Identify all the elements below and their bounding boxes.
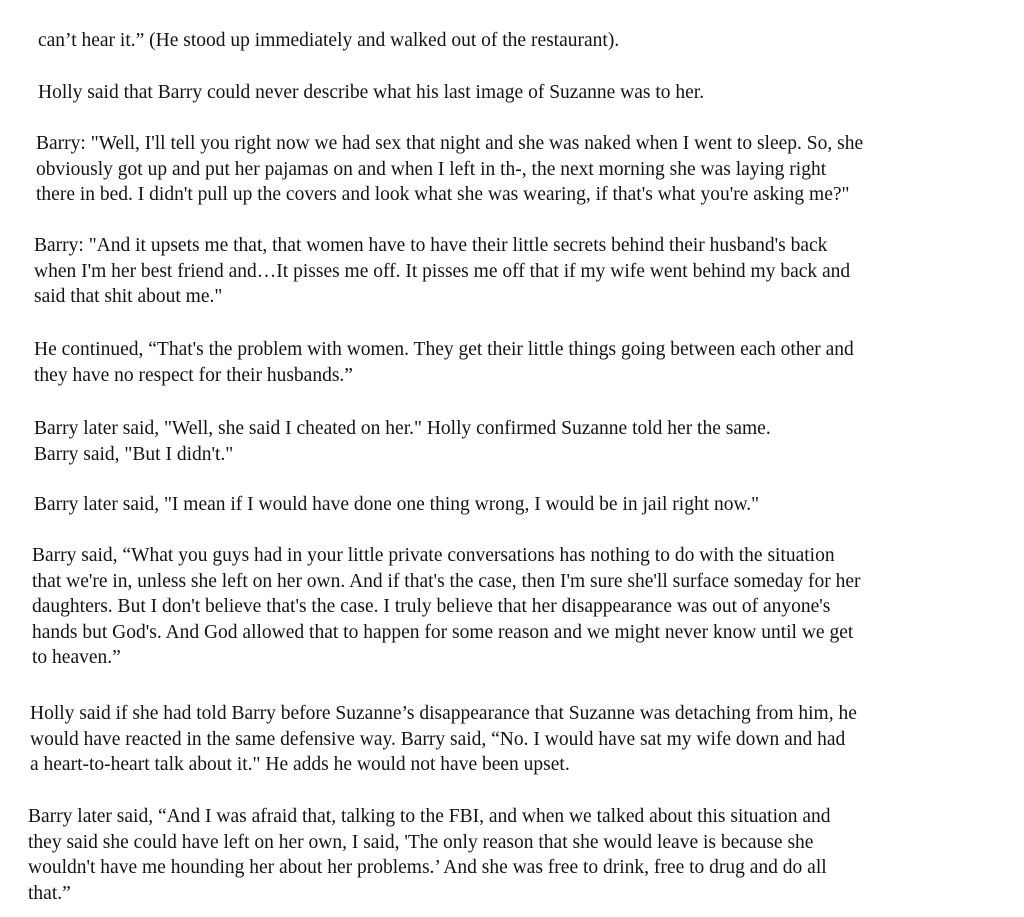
paragraph-2: Holly said that Barry could never describe what his last image of Suzanne was to her. bbox=[38, 82, 705, 103]
paragraph-7: Barry later said, "I mean if I would have done one thing wrong, I would be in jail right now." bbox=[34, 494, 760, 515]
paragraph-5: He continued, “That's the problem with women. They get their little things going between each other and they have no respect for their husbands.” bbox=[34, 339, 854, 386]
paragraph-4: Barry: "And it upsets me that, that women have to have their little secrets behind their husband's back when I'm her best friend and…It pisses me off. It pisses me off that if my wife went behind my back and said that shit about me." bbox=[34, 235, 851, 307]
paragraph-3: Barry: "Well, I'll tell you right now we had sex that night and she was naked when I went to sleep. So, she obviously got up and put her pajamas on and when I left in th-, the next morning she was laying right there in bed. I didn't pull up the covers and look what she was wearing, if that's what you're asking me?" bbox=[36, 133, 864, 205]
paragraph-6: Barry later said, "Well, she said I cheated on her." Holly confirmed Suzanne told her the same. Barry said, "But I didn't." bbox=[34, 418, 771, 465]
paragraph-10: Barry later said, “And I was afraid that, talking to the FBI, and when we talked about this situation and they said she could have left on her own, I said, 'The only reason that she would leave is because she wouldn't have me hounding her about her problems.’ And she was free to drink, free to drug and do all that.” bbox=[28, 806, 831, 904]
paragraph-9: Holly said if she had told Barry before Suzanne’s disappearance that Suzanne was detaching from him, he would have reacted in the same defensive way. Barry said, “No. I would have sat my wife down and had a heart-to-heart talk about it." He adds he would not have been upset. bbox=[30, 703, 857, 775]
paragraph-8: Barry said, “What you guys had in your little private conversations has nothing to do with the situation that we're in, unless she left on her own. And if that's the case, then I'm sure she'll surface someday for her daughters. But I don't believe that's the case. I truly believe that her disappearance was out of anyone's hands but God's. And God allowed that to happen for some reason and we might never know until we get to heaven.” bbox=[32, 545, 861, 668]
paragraph-1: can’t hear it.” (He stood up immediately and walked out of the restaurant). bbox=[38, 30, 620, 51]
